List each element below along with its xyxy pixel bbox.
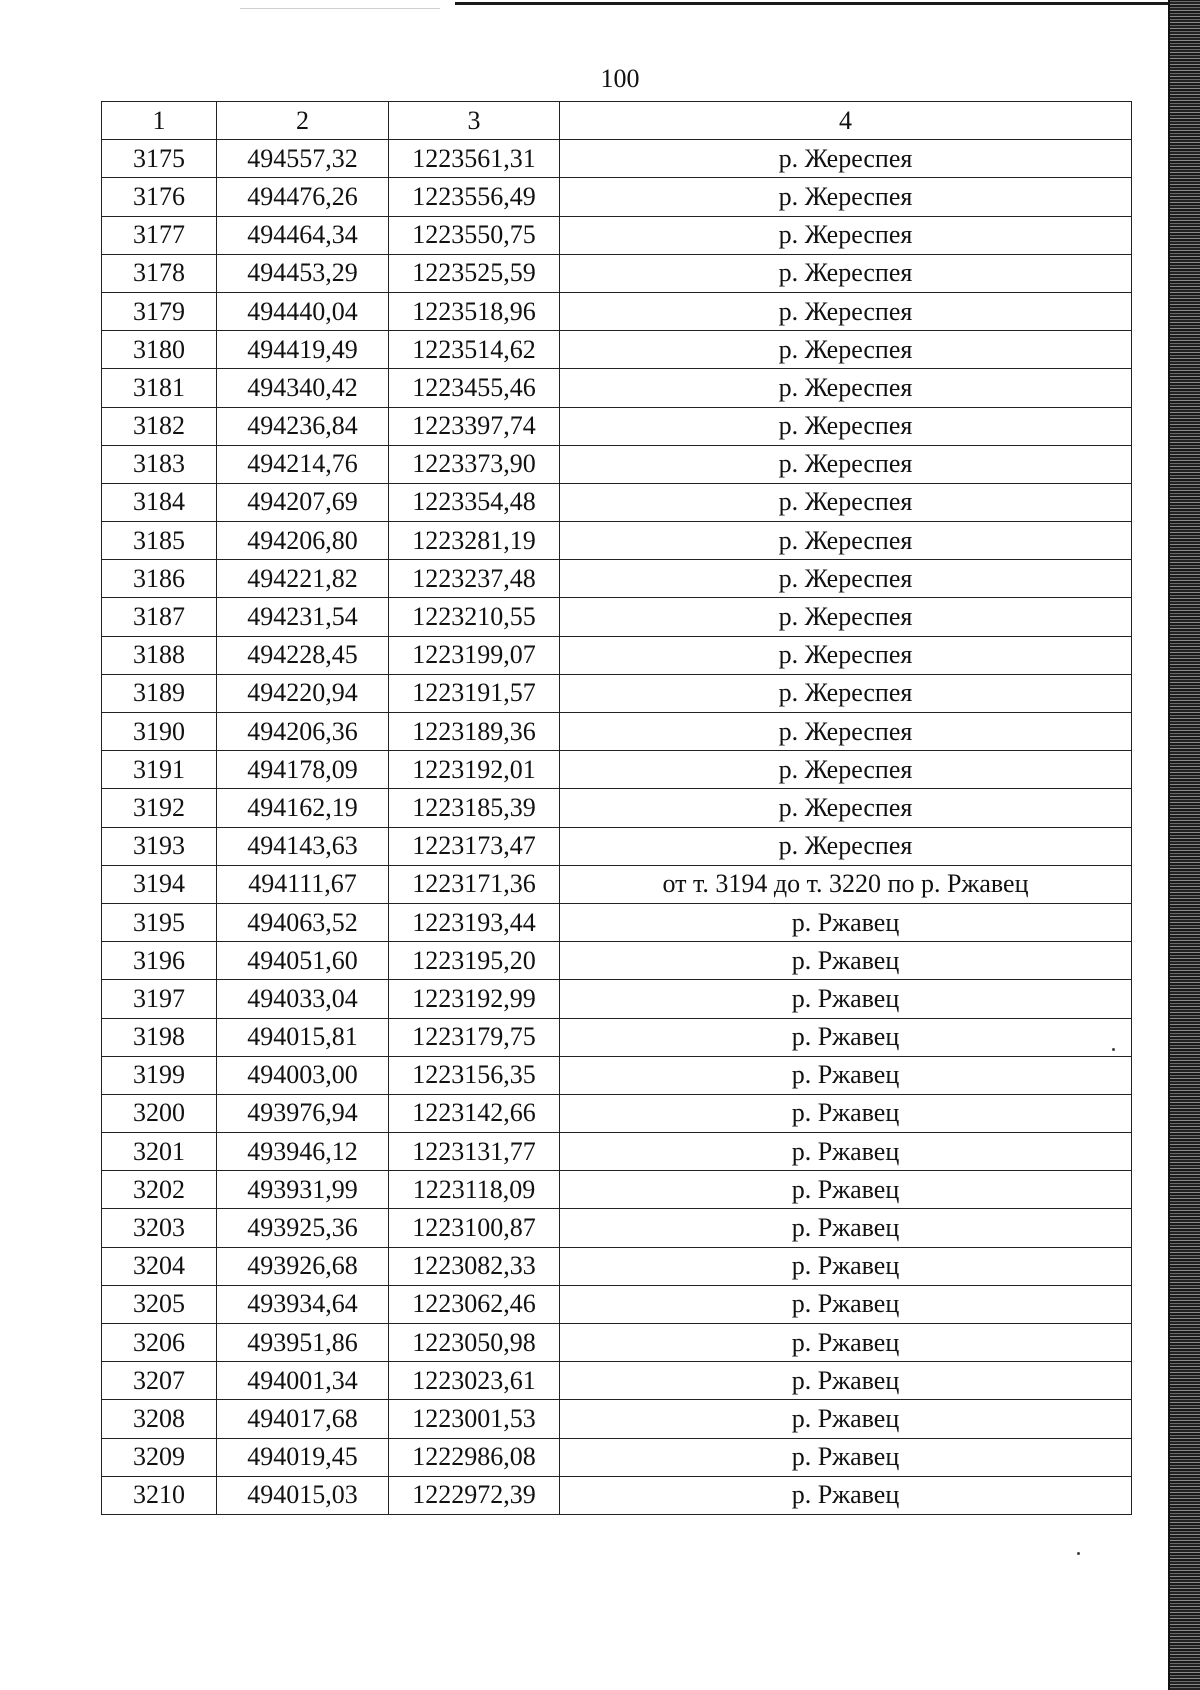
point-number-cell: 3209 bbox=[102, 1438, 217, 1476]
boundary-description-cell: р. Жереспея bbox=[560, 178, 1132, 216]
point-number-cell: 3188 bbox=[102, 636, 217, 674]
boundary-description-cell: р. Ржавец bbox=[560, 1285, 1132, 1323]
coordinate-y-cell: 1223179,75 bbox=[389, 1018, 560, 1056]
coordinate-y-cell: 1223082,33 bbox=[389, 1247, 560, 1285]
boundary-description-cell: р. Жереспея bbox=[560, 140, 1132, 178]
coordinate-x-cell: 494228,45 bbox=[217, 636, 389, 674]
scan-top-edge bbox=[455, 2, 1180, 5]
table-row bbox=[102, 636, 1132, 674]
coordinate-y-cell: 1223518,96 bbox=[389, 292, 560, 330]
table-row bbox=[102, 1056, 1132, 1094]
coordinate-y-cell: 1223156,35 bbox=[389, 1056, 560, 1094]
coordinate-x-cell: 494206,80 bbox=[217, 522, 389, 560]
table-row bbox=[102, 674, 1132, 712]
coordinate-y-cell: 1223556,49 bbox=[389, 178, 560, 216]
boundary-description-cell: р. Ржавец bbox=[560, 1056, 1132, 1094]
coordinate-y-cell: 1223001,53 bbox=[389, 1400, 560, 1438]
coordinate-y-cell: 1223173,47 bbox=[389, 827, 560, 865]
coordinate-y-cell: 1223118,09 bbox=[389, 1171, 560, 1209]
boundary-description-cell: р. Жереспея bbox=[560, 713, 1132, 751]
table-row bbox=[102, 1400, 1132, 1438]
scan-top-edge-faint bbox=[240, 8, 440, 9]
column-header: 2 bbox=[217, 102, 389, 140]
coordinate-y-cell: 1223193,44 bbox=[389, 903, 560, 941]
table-row bbox=[102, 598, 1132, 636]
boundary-description-cell: р. Ржавец bbox=[560, 1171, 1132, 1209]
boundary-description-cell: р. Ржавец bbox=[560, 1324, 1132, 1362]
boundary-description-cell: р. Ржавец bbox=[560, 1438, 1132, 1476]
coordinate-x-cell: 493925,36 bbox=[217, 1209, 389, 1247]
coordinate-x-cell: 494206,36 bbox=[217, 713, 389, 751]
boundary-description-cell: р. Жереспея bbox=[560, 636, 1132, 674]
coordinate-y-cell: 1223455,46 bbox=[389, 369, 560, 407]
table-row bbox=[102, 1209, 1132, 1247]
point-number-cell: 3195 bbox=[102, 903, 217, 941]
coordinate-x-cell: 493946,12 bbox=[217, 1133, 389, 1171]
coordinate-y-cell: 1223237,48 bbox=[389, 560, 560, 598]
point-number-cell: 3177 bbox=[102, 216, 217, 254]
boundary-description-cell: р. Жереспея bbox=[560, 598, 1132, 636]
table-row bbox=[102, 140, 1132, 178]
coordinate-x-cell: 494015,81 bbox=[217, 1018, 389, 1056]
coordinate-y-cell: 1223373,90 bbox=[389, 445, 560, 483]
coordinate-y-cell: 1223210,55 bbox=[389, 598, 560, 636]
coordinate-y-cell: 1223189,36 bbox=[389, 713, 560, 751]
table-row bbox=[102, 445, 1132, 483]
point-number-cell: 3178 bbox=[102, 254, 217, 292]
coordinate-y-cell: 1223062,46 bbox=[389, 1285, 560, 1323]
point-number-cell: 3179 bbox=[102, 292, 217, 330]
point-number-cell: 3194 bbox=[102, 865, 217, 903]
boundary-description-cell: р. Жереспея bbox=[560, 751, 1132, 789]
coordinate-x-cell: 493926,68 bbox=[217, 1247, 389, 1285]
column-header: 4 bbox=[560, 102, 1132, 140]
coordinate-x-cell: 494453,29 bbox=[217, 254, 389, 292]
coordinate-x-cell: 494340,42 bbox=[217, 369, 389, 407]
coordinate-x-cell: 494236,84 bbox=[217, 407, 389, 445]
table-row bbox=[102, 751, 1132, 789]
table-header-row bbox=[102, 102, 1132, 140]
boundary-description-cell: р. Ржавец bbox=[560, 1133, 1132, 1171]
point-number-cell: 3204 bbox=[102, 1247, 217, 1285]
boundary-description-cell: р. Ржавец bbox=[560, 1018, 1132, 1056]
point-number-cell: 3201 bbox=[102, 1133, 217, 1171]
point-number-cell: 3191 bbox=[102, 751, 217, 789]
table-row bbox=[102, 1362, 1132, 1400]
scan-right-edge-noise bbox=[1170, 0, 1200, 1690]
boundary-description-cell: р. Жереспея bbox=[560, 522, 1132, 560]
coordinate-y-cell: 1223050,98 bbox=[389, 1324, 560, 1362]
boundary-description-cell: р. Жереспея bbox=[560, 407, 1132, 445]
point-number-cell: 3180 bbox=[102, 331, 217, 369]
coordinate-x-cell: 494557,32 bbox=[217, 140, 389, 178]
boundary-description-cell: р. Ржавец bbox=[560, 1362, 1132, 1400]
point-number-cell: 3182 bbox=[102, 407, 217, 445]
table-row bbox=[102, 1247, 1132, 1285]
point-number-cell: 3199 bbox=[102, 1056, 217, 1094]
coordinate-x-cell: 494178,09 bbox=[217, 751, 389, 789]
coordinate-y-cell: 1222986,08 bbox=[389, 1438, 560, 1476]
coordinate-y-cell: 1223171,36 bbox=[389, 865, 560, 903]
table-row bbox=[102, 178, 1132, 216]
point-number-cell: 3175 bbox=[102, 140, 217, 178]
point-number-cell: 3189 bbox=[102, 674, 217, 712]
boundary-description-cell: р. Ржавец bbox=[560, 1476, 1132, 1514]
coordinate-x-cell: 493976,94 bbox=[217, 1094, 389, 1132]
coordinate-x-cell: 493934,64 bbox=[217, 1285, 389, 1323]
coordinate-x-cell: 493951,86 bbox=[217, 1324, 389, 1362]
table-row bbox=[102, 1171, 1132, 1209]
coordinate-y-cell: 1223561,31 bbox=[389, 140, 560, 178]
boundary-description-cell: р. Жереспея bbox=[560, 216, 1132, 254]
point-number-cell: 3176 bbox=[102, 178, 217, 216]
coordinate-x-cell: 493931,99 bbox=[217, 1171, 389, 1209]
table-row bbox=[102, 1133, 1132, 1171]
table-row bbox=[102, 522, 1132, 560]
coordinate-y-cell: 1223100,87 bbox=[389, 1209, 560, 1247]
coordinate-x-cell: 494214,76 bbox=[217, 445, 389, 483]
point-number-cell: 3193 bbox=[102, 827, 217, 865]
table-row bbox=[102, 942, 1132, 980]
point-number-cell: 3184 bbox=[102, 483, 217, 521]
point-number-cell: 3202 bbox=[102, 1171, 217, 1209]
point-number-cell: 3197 bbox=[102, 980, 217, 1018]
coordinate-x-cell: 494143,63 bbox=[217, 827, 389, 865]
coordinate-y-cell: 1223281,19 bbox=[389, 522, 560, 560]
point-number-cell: 3210 bbox=[102, 1476, 217, 1514]
coordinate-x-cell: 494003,00 bbox=[217, 1056, 389, 1094]
point-number-cell: 3206 bbox=[102, 1324, 217, 1362]
coordinate-x-cell: 494001,34 bbox=[217, 1362, 389, 1400]
point-number-cell: 3207 bbox=[102, 1362, 217, 1400]
coordinate-y-cell: 1223191,57 bbox=[389, 674, 560, 712]
column-header: 3 bbox=[389, 102, 560, 140]
point-number-cell: 3196 bbox=[102, 942, 217, 980]
page-number: 100 bbox=[600, 64, 640, 93]
point-number-cell: 3205 bbox=[102, 1285, 217, 1323]
coordinate-y-cell: 1223192,99 bbox=[389, 980, 560, 1018]
table-row bbox=[102, 407, 1132, 445]
coordinate-y-cell: 1223023,61 bbox=[389, 1362, 560, 1400]
coordinate-y-cell: 1223199,07 bbox=[389, 636, 560, 674]
coordinate-y-cell: 1223525,59 bbox=[389, 254, 560, 292]
coordinate-x-cell: 494419,49 bbox=[217, 331, 389, 369]
scan-speck bbox=[1077, 1552, 1080, 1555]
boundary-description-cell: от т. 3194 до т. 3220 по р. Ржавец bbox=[560, 865, 1132, 903]
coordinate-x-cell: 494220,94 bbox=[217, 674, 389, 712]
table-row bbox=[102, 1018, 1132, 1056]
coordinate-y-cell: 1223514,62 bbox=[389, 331, 560, 369]
table-row bbox=[102, 789, 1132, 827]
table-row bbox=[102, 216, 1132, 254]
table-row bbox=[102, 713, 1132, 751]
coordinate-x-cell: 494162,19 bbox=[217, 789, 389, 827]
coordinate-y-cell: 1223192,01 bbox=[389, 751, 560, 789]
table-row bbox=[102, 865, 1132, 903]
boundary-description-cell: р. Ржавец bbox=[560, 980, 1132, 1018]
point-number-cell: 3200 bbox=[102, 1094, 217, 1132]
table-body bbox=[102, 140, 1132, 1515]
coordinate-x-cell: 494221,82 bbox=[217, 560, 389, 598]
boundary-description-cell: р. Жереспея bbox=[560, 674, 1132, 712]
boundary-description-cell: р. Ржавец bbox=[560, 1094, 1132, 1132]
boundary-description-cell: р. Жереспея bbox=[560, 292, 1132, 330]
coordinate-x-cell: 494015,03 bbox=[217, 1476, 389, 1514]
coordinate-x-cell: 494476,26 bbox=[217, 178, 389, 216]
point-number-cell: 3187 bbox=[102, 598, 217, 636]
coordinate-x-cell: 494051,60 bbox=[217, 942, 389, 980]
point-number-cell: 3203 bbox=[102, 1209, 217, 1247]
point-number-cell: 3181 bbox=[102, 369, 217, 407]
table-row bbox=[102, 1285, 1132, 1323]
coordinate-y-cell: 1223131,77 bbox=[389, 1133, 560, 1171]
coordinates-table bbox=[101, 101, 1132, 1515]
boundary-description-cell: р. Ржавец bbox=[560, 903, 1132, 941]
point-number-cell: 3183 bbox=[102, 445, 217, 483]
boundary-description-cell: р. Жереспея bbox=[560, 560, 1132, 598]
coordinate-x-cell: 494464,34 bbox=[217, 216, 389, 254]
boundary-description-cell: р. Жереспея bbox=[560, 827, 1132, 865]
coordinate-y-cell: 1223397,74 bbox=[389, 407, 560, 445]
boundary-description-cell: р. Жереспея bbox=[560, 331, 1132, 369]
table-row bbox=[102, 1476, 1132, 1514]
coordinate-x-cell: 494111,67 bbox=[217, 865, 389, 903]
coordinate-x-cell: 494019,45 bbox=[217, 1438, 389, 1476]
point-number-cell: 3192 bbox=[102, 789, 217, 827]
table-row bbox=[102, 827, 1132, 865]
coordinate-x-cell: 494033,04 bbox=[217, 980, 389, 1018]
point-number-cell: 3198 bbox=[102, 1018, 217, 1056]
coordinate-y-cell: 1223550,75 bbox=[389, 216, 560, 254]
boundary-description-cell: р. Жереспея bbox=[560, 369, 1132, 407]
coordinate-x-cell: 494017,68 bbox=[217, 1400, 389, 1438]
point-number-cell: 3208 bbox=[102, 1400, 217, 1438]
coordinate-x-cell: 494231,54 bbox=[217, 598, 389, 636]
table-row bbox=[102, 254, 1132, 292]
table-row bbox=[102, 483, 1132, 521]
table-row bbox=[102, 1324, 1132, 1362]
table-row bbox=[102, 903, 1132, 941]
boundary-description-cell: р. Ржавец bbox=[560, 1400, 1132, 1438]
boundary-description-cell: р. Жереспея bbox=[560, 483, 1132, 521]
boundary-description-cell: р. Жереспея bbox=[560, 445, 1132, 483]
column-header: 1 bbox=[102, 102, 217, 140]
boundary-description-cell: р. Жереспея bbox=[560, 254, 1132, 292]
coordinate-x-cell: 494063,52 bbox=[217, 903, 389, 941]
coordinate-y-cell: 1223142,66 bbox=[389, 1094, 560, 1132]
table-row bbox=[102, 560, 1132, 598]
point-number-cell: 3185 bbox=[102, 522, 217, 560]
point-number-cell: 3186 bbox=[102, 560, 217, 598]
table-row bbox=[102, 292, 1132, 330]
coordinate-y-cell: 1223354,48 bbox=[389, 483, 560, 521]
table-row bbox=[102, 1438, 1132, 1476]
boundary-description-cell: р. Жереспея bbox=[560, 789, 1132, 827]
table-row bbox=[102, 331, 1132, 369]
coordinate-x-cell: 494207,69 bbox=[217, 483, 389, 521]
table-row bbox=[102, 369, 1132, 407]
boundary-description-cell: р. Ржавец bbox=[560, 1209, 1132, 1247]
table-row bbox=[102, 1094, 1132, 1132]
table-row bbox=[102, 980, 1132, 1018]
point-number-cell: 3190 bbox=[102, 713, 217, 751]
coordinate-y-cell: 1222972,39 bbox=[389, 1476, 560, 1514]
coordinate-y-cell: 1223185,39 bbox=[389, 789, 560, 827]
coordinate-x-cell: 494440,04 bbox=[217, 292, 389, 330]
boundary-description-cell: р. Ржавец bbox=[560, 1247, 1132, 1285]
boundary-description-cell: р. Ржавец bbox=[560, 942, 1132, 980]
coordinate-y-cell: 1223195,20 bbox=[389, 942, 560, 980]
